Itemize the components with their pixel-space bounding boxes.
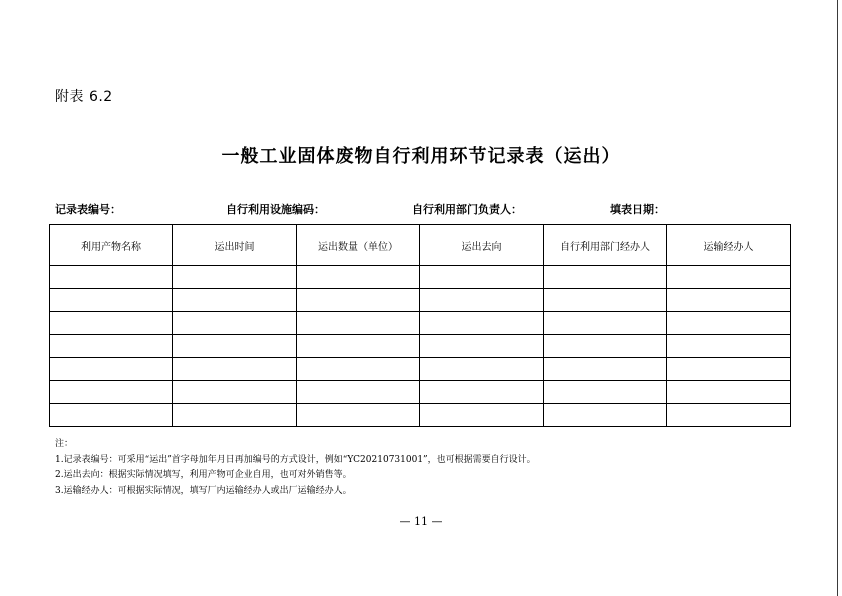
table-cell <box>297 335 420 358</box>
table-cell <box>297 289 420 312</box>
table-row <box>50 289 791 312</box>
column-header: 自行利用部门经办人 <box>544 225 667 266</box>
column-header: 利用产物名称 <box>50 225 173 266</box>
table-cell <box>420 289 544 312</box>
table-cell <box>544 289 667 312</box>
table-row <box>50 335 791 358</box>
page-number: — 11 — <box>399 515 443 528</box>
table-cell <box>297 381 420 404</box>
table-cell <box>297 358 420 381</box>
table-cell <box>173 335 297 358</box>
table-cell <box>50 312 173 335</box>
table-cell <box>667 335 791 358</box>
table-cell <box>667 358 791 381</box>
table-cell <box>667 312 791 335</box>
table-cell <box>50 335 173 358</box>
table-cell <box>297 266 420 289</box>
table-cell <box>50 289 173 312</box>
table-cell <box>173 358 297 381</box>
page-edge-line <box>837 0 838 596</box>
column-header: 运输经办人 <box>667 225 791 266</box>
table-cell <box>667 289 791 312</box>
table-cell <box>50 266 173 289</box>
table-cell <box>544 335 667 358</box>
table-row <box>50 312 791 335</box>
table-row <box>50 266 791 289</box>
notes <box>55 437 536 499</box>
record-table <box>49 224 791 427</box>
table-cell <box>173 266 297 289</box>
table-cell <box>544 404 667 427</box>
table-cell <box>50 358 173 381</box>
page-title: 一般工业固体废物自行利用环节记录表（运出） <box>221 146 621 167</box>
table-cell <box>50 404 173 427</box>
table-cell <box>173 312 297 335</box>
table-body <box>50 266 791 427</box>
table-cell <box>420 335 544 358</box>
table-cell <box>420 266 544 289</box>
table-cell <box>544 381 667 404</box>
table-cell <box>544 358 667 381</box>
department-head-label: 自行利用部门负责人： <box>412 203 522 216</box>
table-cell <box>420 358 544 381</box>
table-cell <box>173 289 297 312</box>
notes-heading: 注： <box>55 439 74 449</box>
table-cell <box>667 266 791 289</box>
column-header: 运出数量（单位） <box>297 225 420 266</box>
table-cell <box>420 404 544 427</box>
note-item: 1.记录表编号：可采用“运出”首字母加年月日再加编号的方式设计，例如“YC20210731001”，也可根据需要自行设计。 <box>55 454 536 465</box>
record-no-label: 记录表编号： <box>55 203 121 216</box>
column-header: 运出去向 <box>420 225 544 266</box>
fill-date-label: 填表日期： <box>610 203 665 216</box>
table-cell <box>420 381 544 404</box>
table-row <box>50 381 791 404</box>
table-cell <box>544 312 667 335</box>
column-header: 运出时间 <box>173 225 297 266</box>
table-cell <box>173 381 297 404</box>
facility-no-label: 自行利用设施编码： <box>226 203 325 216</box>
table-row <box>50 358 791 381</box>
appendix-label: 附表 6.2 <box>55 89 113 105</box>
table-header-row <box>50 225 791 266</box>
note-item: 2.运出去向：根据实际情况填写，利用产物可企业自用，也可对外销售等。 <box>55 470 352 480</box>
table-cell <box>544 266 667 289</box>
table-cell <box>667 404 791 427</box>
table-cell <box>173 404 297 427</box>
table-cell <box>297 404 420 427</box>
table-cell <box>667 381 791 404</box>
table-cell <box>297 312 420 335</box>
table-cell <box>420 312 544 335</box>
table-row <box>50 404 791 427</box>
table-cell <box>50 381 173 404</box>
note-item: 3.运输经办人：可根据实际情况，填写厂内运输经办人或出厂运输经办人。 <box>55 485 352 496</box>
